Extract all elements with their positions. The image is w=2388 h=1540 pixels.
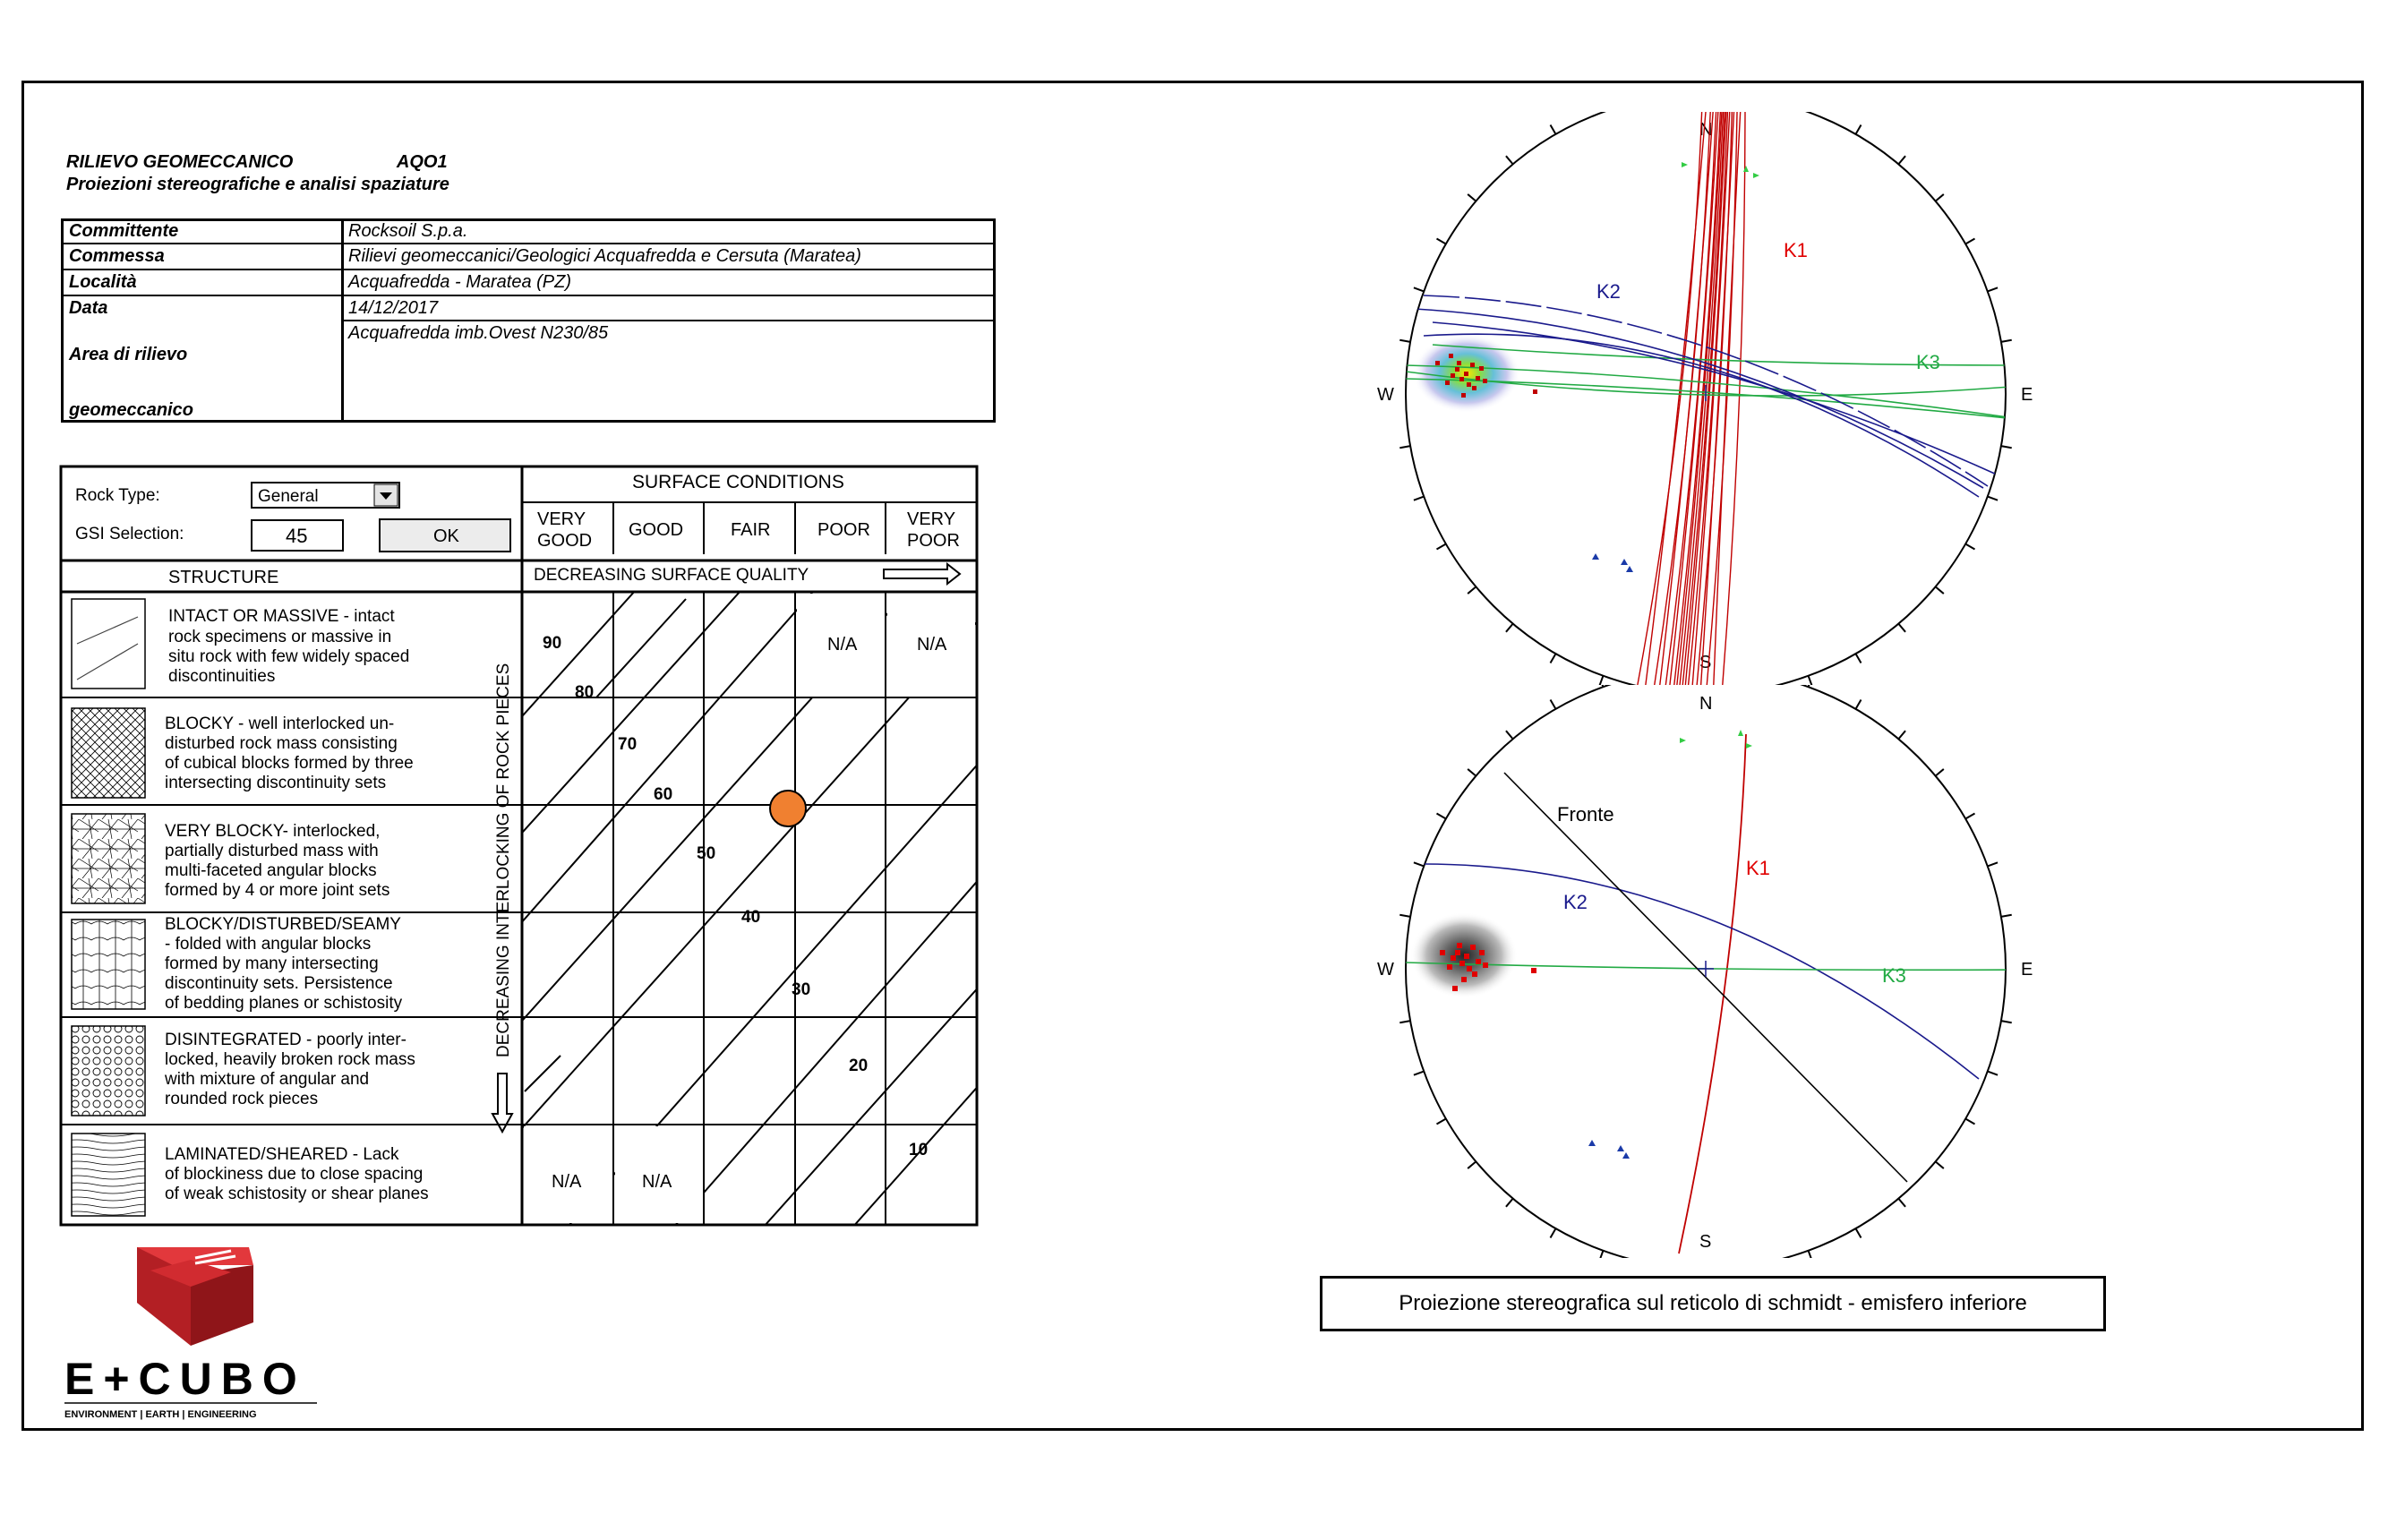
row-seamy-3: formed by many intersecting [165, 954, 379, 973]
contour-label: 10 [909, 1141, 929, 1159]
tick-mark [1965, 814, 1974, 819]
tick-mark [1506, 624, 1513, 632]
row-very-blocky-3: multi-faceted angular blocks [165, 861, 377, 880]
tick-mark [1506, 156, 1513, 164]
col-very-good-2: GOOD [537, 531, 593, 551]
col-poor: POOR [817, 520, 870, 540]
row-seamy-4: discontinuity sets. Persistence [165, 974, 393, 993]
contour-label: 60 [654, 785, 673, 804]
tick-mark [1414, 1072, 1424, 1075]
committente-value: Rocksoil S.p.a. [348, 221, 468, 241]
area-value: Acquafredda imb.Ovest N230/85 [348, 323, 609, 343]
localita-value: Acquafredda - Maratea (PZ) [348, 272, 571, 292]
k3-label: K3 [1882, 964, 1906, 987]
tick-mark [1399, 340, 1410, 342]
east-label: E [2021, 385, 2033, 405]
tick-mark [1468, 1161, 1476, 1168]
col-fair: FAIR [731, 520, 771, 540]
row-line [343, 243, 993, 244]
brand-tagline: ENVIRONMENT | EARTH | ENGINEERING [64, 1409, 257, 1420]
tick-mark [1988, 1072, 1998, 1075]
contour-label: 50 [697, 844, 716, 863]
ok-button[interactable] [380, 519, 510, 552]
stereonet-bottom [1370, 685, 2050, 1258]
tick-mark [1936, 194, 1944, 201]
row-line [64, 243, 343, 244]
tick-mark [1551, 1228, 1556, 1237]
row-very-blocky-4: formed by 4 or more joint sets [165, 881, 390, 900]
row-dis-4: rounded rock pieces [165, 1090, 319, 1108]
report-title [66, 152, 448, 173]
row-line [343, 269, 993, 270]
cube-icon [137, 1247, 253, 1346]
tick-mark [1551, 654, 1556, 663]
tick-mark [1506, 1199, 1513, 1207]
tick-mark [1399, 1021, 1410, 1022]
row-lam-2: of blockiness due to close spacing [165, 1165, 424, 1184]
ok-button-label: OK [433, 526, 459, 546]
row-blocky-3: of cubical blocks formed by three [165, 754, 414, 773]
row-dis-1: DISINTEGRATED - poorly inter- [165, 1031, 407, 1049]
tick-mark [1898, 1199, 1905, 1207]
ecubo-logo [61, 1240, 330, 1428]
row-line [64, 295, 343, 296]
tick-mark [1551, 699, 1556, 708]
tick-mark [1898, 731, 1905, 739]
tick-mark [1936, 1161, 1944, 1168]
figure-caption: Proiezione stereografica sul reticolo di schmidt - emisfero inferiore [1320, 1276, 2106, 1331]
contour-label: 70 [618, 735, 638, 754]
laminated-icon [72, 1134, 145, 1216]
tick-mark [2001, 915, 2012, 917]
tick-mark [1856, 1228, 1862, 1237]
commessa-label: Commessa [69, 246, 165, 266]
south-label: S [1699, 653, 1712, 672]
row-lam-1: LAMINATED/SHEARED - Lack [165, 1145, 399, 1164]
na-label: N/A [642, 1172, 672, 1192]
row-seamy-1: BLOCKY/DISTURBED/SEAMY [165, 915, 401, 934]
k3-label: K3 [1916, 351, 1940, 373]
disintegrated-icon [72, 1026, 145, 1116]
contour-label: 90 [543, 634, 562, 653]
tick-mark [1965, 239, 1974, 244]
commessa-value: Rilievi geomeccanici/Geologici Acquafredda e Cersuta (Maratea) [348, 246, 861, 266]
surface-conditions-header: SURFACE CONDITIONS [632, 472, 844, 492]
contour-label: 40 [741, 908, 761, 927]
blocky-icon [72, 708, 145, 798]
intact-icon [72, 599, 145, 689]
gsi-chart [59, 465, 981, 1230]
gsi-value-input[interactable] [252, 520, 343, 551]
row-blocky-1: BLOCKY - well interlocked un- [165, 714, 395, 733]
data-label: Data [69, 298, 108, 318]
row-very-blocky-1: VERY BLOCKY- interlocked, [165, 822, 381, 841]
tick-mark [1436, 1119, 1445, 1125]
row-line [64, 269, 343, 270]
tick-mark [1414, 862, 1424, 866]
tick-mark [1898, 624, 1905, 632]
tick-mark [1599, 676, 1603, 685]
row-seamy-2: - folded with angular blocks [165, 935, 372, 954]
na-label: N/A [917, 635, 947, 654]
contour-label: 30 [792, 980, 811, 999]
data-value: 14/12/2017 [348, 298, 439, 318]
row-dis-3: with mixture of angular and [165, 1070, 370, 1089]
tick-mark [1599, 1251, 1603, 1258]
area-label: Area di rilievo [69, 345, 188, 364]
structure-header: STRUCTURE [168, 568, 279, 587]
tick-mark [1436, 544, 1445, 550]
tick-mark [1414, 497, 1424, 500]
k2-label: K2 [1563, 891, 1588, 913]
na-label: N/A [552, 1172, 582, 1192]
report-code: AQO1 [396, 152, 448, 172]
very-blocky-icon [72, 814, 145, 903]
gsi-value-text: 45 [286, 525, 308, 547]
contour-label: 20 [849, 1057, 869, 1075]
north-label: N [1699, 120, 1713, 140]
tick-mark [1399, 915, 1410, 917]
west-label: W [1377, 960, 1394, 980]
report-title-text: RILIEVO GEOMECCANICO [66, 152, 294, 172]
geomeccanico-label: geomeccanico [69, 400, 193, 420]
col-good: GOOD [629, 520, 684, 540]
tick-mark [1936, 586, 1944, 594]
tick-mark [2001, 1021, 2012, 1022]
tick-mark [1468, 769, 1476, 776]
fronte-label: Fronte [1557, 803, 1614, 826]
gsi-selection-label: GSI Selection: [75, 525, 184, 543]
na-label: N/A [827, 635, 858, 654]
row-seamy-5: of bedding planes or schistosity [165, 994, 403, 1013]
north-label: N [1699, 694, 1713, 714]
tick-mark [1988, 287, 1998, 291]
tick-mark [1809, 1251, 1812, 1258]
stereonet-top [1370, 112, 2050, 685]
col-very-good-1: VERY [537, 509, 586, 529]
decreasing-interlocking-label: DECREASING INTERLOCKING OF ROCK PIECES [494, 663, 513, 1057]
tick-mark [1965, 1119, 1974, 1125]
report-subtitle: Proiezioni stereografiche e analisi spaziature [66, 175, 449, 194]
contour-label: 80 [575, 683, 595, 702]
row-dis-2: locked, heavily broken rock mass [165, 1050, 415, 1069]
tick-mark [1809, 685, 1812, 687]
rock-type-label: Rock Type: [75, 486, 160, 505]
tick-mark [1599, 685, 1603, 687]
col-very-poor-1: VERY [907, 509, 956, 529]
tick-mark [1965, 544, 1974, 550]
tick-mark [1436, 239, 1445, 244]
tick-mark [1414, 287, 1424, 291]
tick-mark [1988, 862, 1998, 866]
brand-name: E+CUBO [64, 1354, 306, 1404]
row-blocky-2: disturbed rock mass consisting [165, 734, 398, 753]
tick-mark [1506, 731, 1513, 739]
committente-label: Committente [69, 221, 179, 241]
tick-mark [1809, 676, 1812, 685]
row-intact-3: situ rock with few widely spaced [168, 647, 410, 666]
k1-label: K1 [1746, 857, 1770, 879]
localita-label: Località [69, 272, 137, 292]
west-label: W [1377, 385, 1394, 405]
tick-mark [1856, 654, 1862, 663]
k1-label: K1 [1784, 239, 1808, 261]
row-blocky-4: intersecting discontinuity sets [165, 774, 387, 792]
row-intact-4: discontinuities [168, 667, 276, 686]
tick-mark [1468, 194, 1476, 201]
row-line [343, 320, 993, 321]
col-very-poor-2: POOR [907, 531, 960, 551]
tick-mark [1936, 769, 1944, 776]
row-intact-2: rock specimens or massive in [168, 628, 392, 646]
rock-type-select[interactable] [252, 483, 399, 508]
tick-mark [2001, 446, 2012, 448]
rock-type-value: General [258, 487, 319, 506]
row-intact-1: INTACT OR MASSIVE - intact [168, 607, 395, 626]
tick-mark [1399, 446, 1410, 448]
info-table [61, 218, 996, 423]
gsi-marker [770, 791, 806, 826]
east-label: E [2021, 960, 2033, 980]
row-line [343, 295, 993, 296]
seamy-icon [72, 920, 145, 1009]
tick-mark [1856, 124, 1862, 133]
tick-mark [1988, 497, 1998, 500]
tick-mark [1551, 124, 1556, 133]
south-label: S [1699, 1232, 1712, 1252]
tick-mark [1898, 156, 1905, 164]
k2-label: K2 [1596, 280, 1621, 303]
row-lam-3: of weak schistosity or shear planes [165, 1185, 429, 1203]
row-very-blocky-2: partially disturbed mass with [165, 842, 379, 860]
tick-mark [1856, 699, 1862, 708]
tick-mark [1468, 586, 1476, 594]
tick-mark [1436, 814, 1445, 819]
decreasing-surface-label: DECREASING SURFACE QUALITY [534, 566, 809, 585]
tick-mark [2001, 340, 2012, 342]
